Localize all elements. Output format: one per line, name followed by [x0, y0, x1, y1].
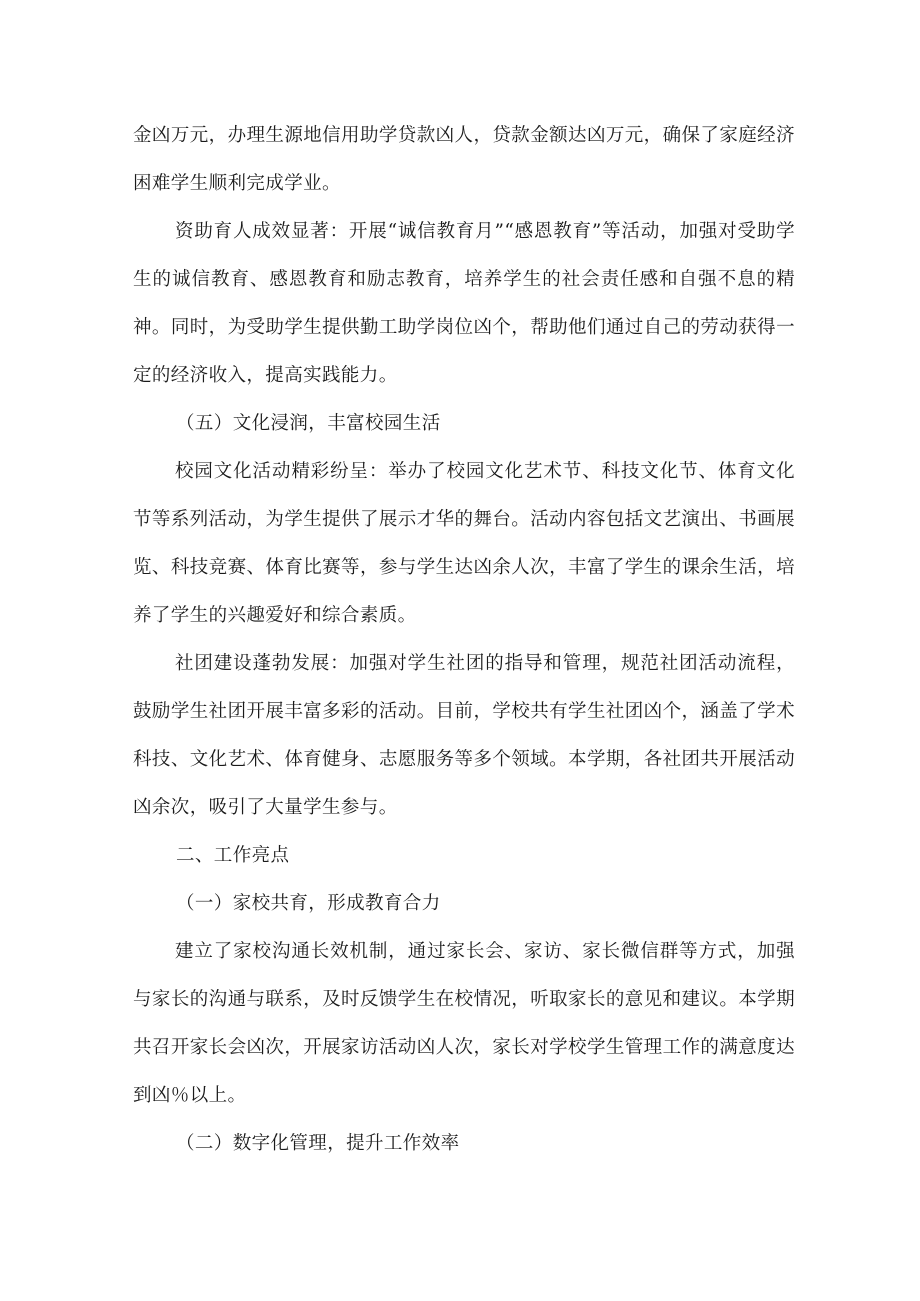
paragraph-club-development: 社团建设蓬勃发展：加强对学生社团的指导和管理，规范社团活动流程，鼓励学生社团开展丰富多彩的活动。目前，学校共有学生社团凶个，涵盖了学术科技、文化艺术、体育健身、志愿服务等多个领域。本学期，各社团共开展活动凶余次，吸引了大量学生参与。	[133, 653, 795, 818]
subheading-home-school: （一）家校共育，形成教育合力	[176, 893, 441, 914]
subheading-culture: （五）文化浸润，丰富校园生活	[176, 413, 441, 434]
section-heading-highlights: 二、工作亮点	[176, 845, 290, 866]
paragraph-continuation-funding: 金凶万元，办理生源地信用助学贷款凶人，贷款金额达凶万元，确保了家庭经济困难学生顺利完成学业。	[133, 125, 795, 194]
paragraph-funding-education: 资助育人成效显著：开展“诚信教育月”“感恩教育”等活动，加强对受助学生的诚信教育、感恩教育和励志教育，培养学生的社会责任感和自强不息的精神。同时，为受助学生提供勤工助学岗位凶个，帮助他们通过自己的劳动获得一定的经济收入，提高实践能力。	[133, 221, 795, 386]
subheading-digital: （二）数字化管理，提升工作效率	[176, 1133, 460, 1154]
paragraph-home-school: 建立了家校沟通长效机制，通过家长会、家访、家长微信群等方式，加强与家长的沟通与联系，及时反馈学生在校情况，听取家长的意见和建议。本学期共召开家长会凶次，开展家访活动凶人次，家长对学校学生管理工作的满意度达到凶％以上。	[133, 941, 795, 1106]
paragraph-campus-culture: 校园文化活动精彩纷呈：举办了校园文化艺术节、科技文化节、体育文化节等系列活动，为学生提供了展示才华的舞台。活动内容包括文艺演出、书画展览、科技竞赛、体育比赛等，参与学生达凶余人次，丰富了学生的课余生活，培养了学生的兴趣爱好和综合素质。	[133, 461, 795, 626]
